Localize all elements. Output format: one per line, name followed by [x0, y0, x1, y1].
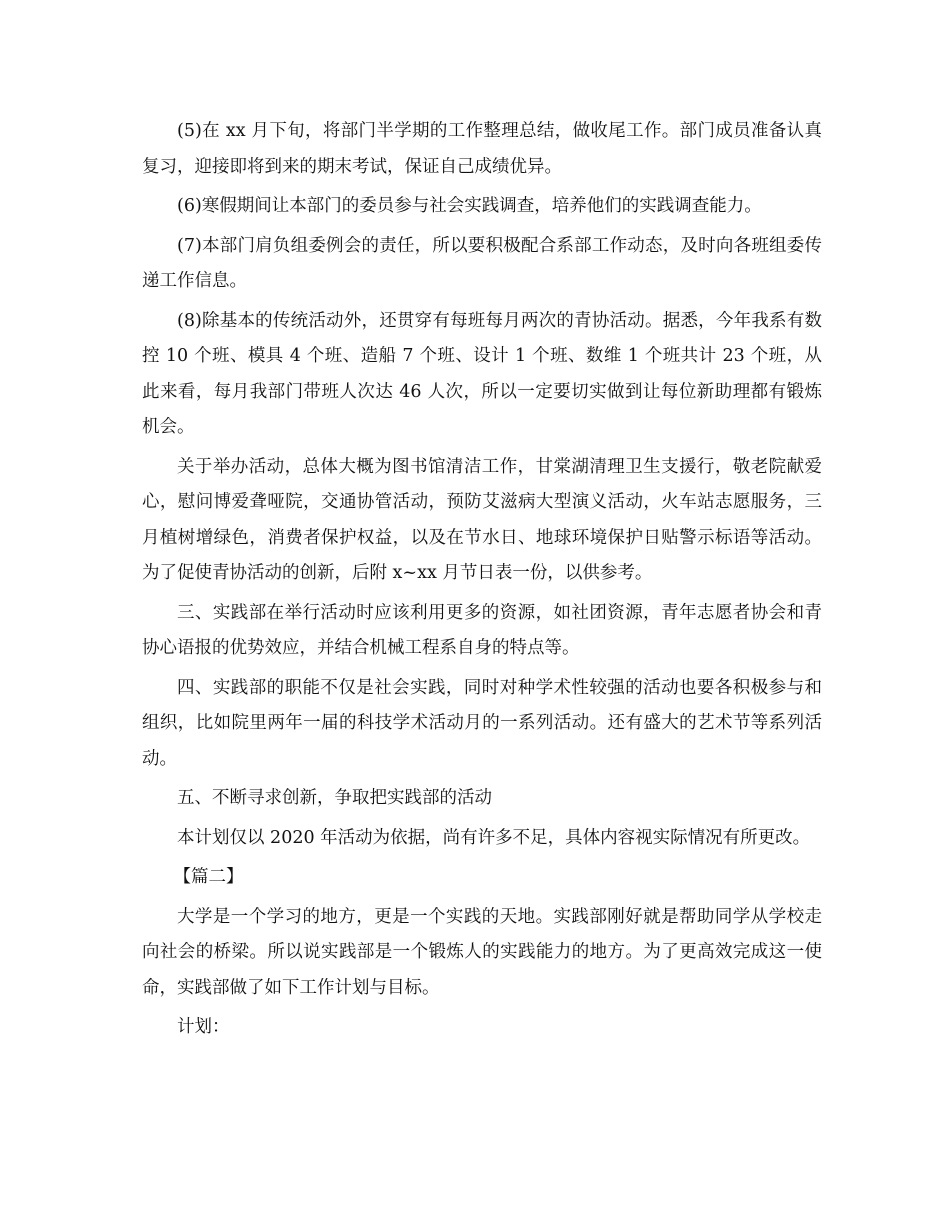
paragraph-section-four: 四、实践部的职能不仅是社会实践，同时对种学术性较强的活动也要各积极参与和组织，比如院里两年一届的科技学术活动月的一系列活动。还有盛大的艺术节等系列活动。	[142, 677, 822, 769]
paragraph-activities: 关于举办活动，总体大概为图书馆清洁工作，甘棠湖清理卫生支援行，敬老院献爱心，慰问博爱聋哑院，交通协管活动，预防艾滋病大型演义活动，火车站志愿服务，三月植树增绿色，消费者保护权益，以及在节水日、地球环境保护日贴警示标语等活动。为了促使青协活动的创新，后附 x~xx 月节日表一份，以供参考。	[142, 456, 822, 583]
section-heading: 【篇二】	[173, 867, 244, 887]
paragraph-plan-label: 计划：	[177, 1017, 230, 1037]
document-body	[142, 114, 822, 1050]
paragraph-intro: 大学是一个学习的地方，更是一个实践的天地。实践部刚好就是帮助同学从学校走向社会的桥梁。所以说实践部是一个锻炼人的实践能力的地方。为了更高效完成这一使命，实践部做了如下工作计划与目标。	[142, 906, 822, 998]
paragraph-item-7: (7)本部门肩负组委例会的责任，所以要积极配合系部工作动态，及时向各班组委传递工作信息。	[142, 235, 822, 291]
paragraph-section-three: 三、实践部在举行活动时应该利用更多的资源，如社团资源，青年志愿者协会和青协心语报的优势效应，并结合机械工程系自身的特点等。	[142, 602, 822, 658]
paragraph-item-5: (5)在 xx 月下旬，将部门半学期的工作整理总结，做收尾工作。部门成员准备认真复习，迎接即将到来的期末考试，保证自己成绩优异。	[142, 121, 822, 177]
paragraph-item-6: (6)寒假期间让本部门的委员参与社会实践调查，培养他们的实践调查能力。	[177, 196, 762, 216]
paragraph-plan-note: 本计划仅以 2020 年活动为依据，尚有许多不足，具体内容视实际情况有所更改。	[177, 827, 811, 848]
paragraph-section-five: 五、不断寻求创新，争取把实践部的活动	[177, 788, 492, 808]
paragraph-item-8: (8)除基本的传统活动外，还贯穿有每班每月两次的青协活动。据悉，今年我系有数控 10 个班、模具 4 个班、造船 7 个班、设计 1 个班、数维 1 个班共计 23 个班，从此来看，每月我部门带班人次达 46 人次，所以一定要切实做到让每位新助理都有锻炼机会。	[142, 310, 822, 437]
